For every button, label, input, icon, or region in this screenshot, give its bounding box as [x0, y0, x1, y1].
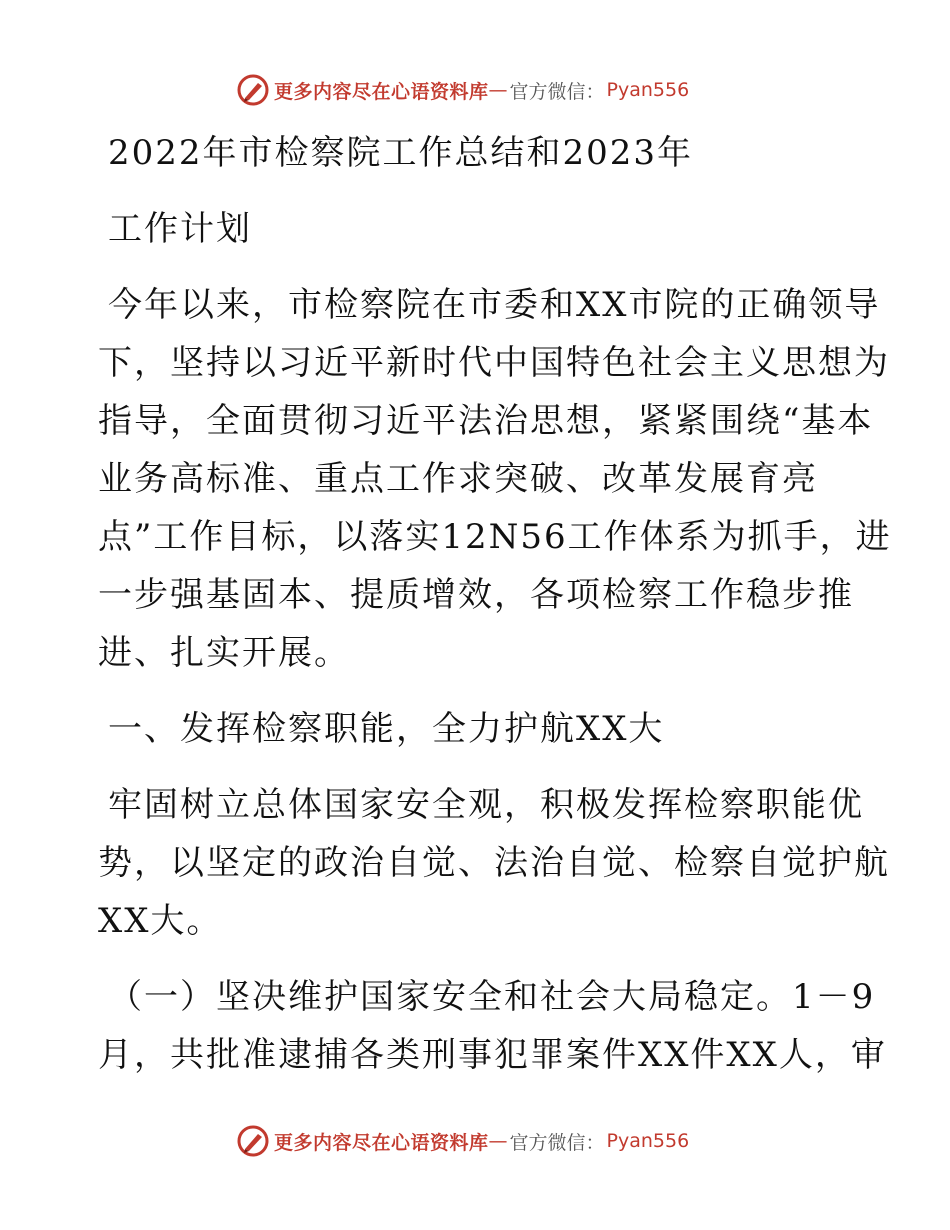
- watermark-account: Pyan556: [606, 1130, 690, 1152]
- paragraph-line: （一）坚决维护国家安全和社会大局稳定。1－9: [108, 977, 876, 1017]
- paragraph-line: 今年以来，市检察院在市委和XX市院的正确领导: [108, 285, 881, 325]
- pen-logo-icon: [236, 1124, 270, 1158]
- paragraph-line: 业务高标准、重点工作求突破、改革发展育亮: [98, 459, 818, 499]
- watermark-main-text: 更多内容尽在心语资料库: [274, 80, 489, 103]
- watermark-footer: [236, 1124, 689, 1158]
- watermark-label: 官方微信：: [509, 1131, 605, 1154]
- subsection-paragraph: [98, 968, 887, 1084]
- watermark-header: [236, 73, 689, 107]
- paragraph-line: 进、扎实开展。: [98, 633, 350, 673]
- paragraph-line: XX大。: [98, 901, 223, 941]
- section-heading: 一、发挥检察职能，全力护航XX大: [108, 709, 665, 749]
- paragraph-line: 点”工作目标，以落实12N56工作体系为抓手，进: [98, 517, 892, 557]
- paragraph-line: 指导，全面贯彻习近平法治思想，紧紧围绕“基本: [98, 401, 874, 441]
- watermark-dash: —: [488, 79, 508, 101]
- document-title-line-1: 2022年市检察院工作总结和2023年: [108, 133, 694, 173]
- document-body: [98, 124, 892, 1084]
- watermark-label: 官方微信：: [509, 80, 605, 103]
- intro-paragraph: [98, 276, 892, 682]
- paragraph-line: 下，坚持以习近平新时代中国特色社会主义思想为: [98, 343, 890, 383]
- watermark-main-text: 更多内容尽在心语资料库: [274, 1131, 489, 1154]
- section-paragraph: [98, 776, 890, 950]
- watermark-dash: —: [488, 1130, 508, 1152]
- paragraph-line: 牢固树立总体国家安全观，积极发挥检察职能优: [108, 785, 864, 825]
- watermark-account: Pyan556: [606, 79, 690, 101]
- paragraph-line: 势，以坚定的政治自觉、法治自觉、检察自觉护航: [98, 843, 890, 883]
- paragraph-line: 一步强基固本、提质增效，各项检察工作稳步推: [98, 575, 854, 615]
- pen-logo-icon: [236, 73, 270, 107]
- paragraph-line: 月，共批准逮捕各类刑事犯罪案件XX件XX人，审: [98, 1035, 887, 1075]
- document-title-line-2: 工作计划: [108, 209, 252, 249]
